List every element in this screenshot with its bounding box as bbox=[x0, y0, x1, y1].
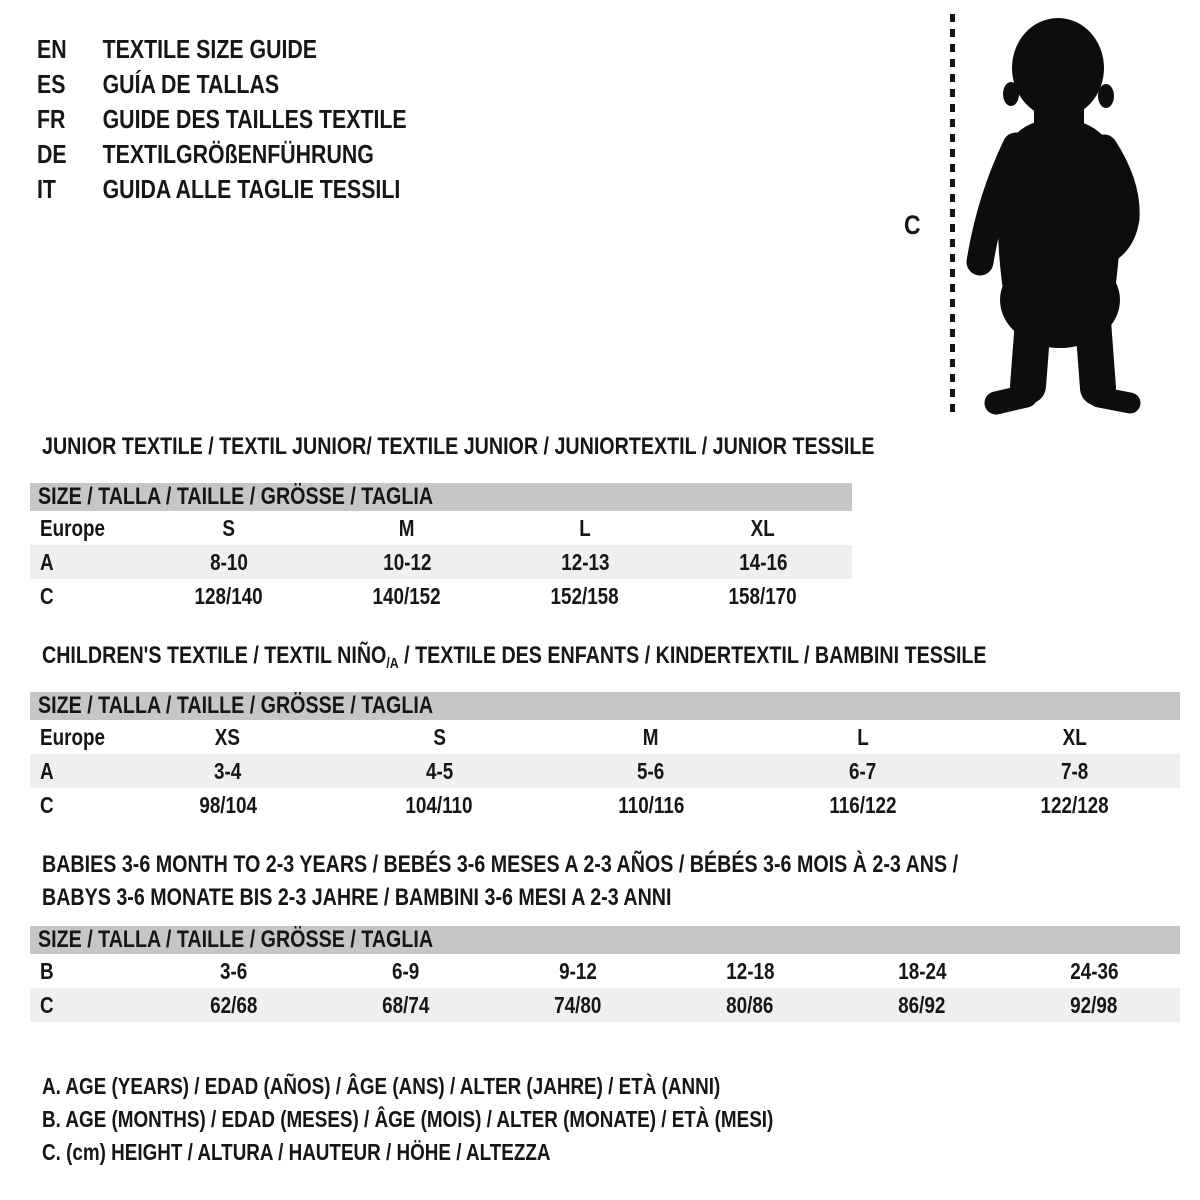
table-row bbox=[30, 579, 852, 613]
table-cell: 110/116 bbox=[617, 791, 685, 818]
language-code: DE bbox=[37, 139, 67, 169]
table-row bbox=[30, 988, 1180, 1022]
babies-section-title-line2: BABYS 3-6 MONATE BIS 2-3 JAHRE / BAMBINI 3-6 MESI A 2-3 ANNI bbox=[42, 884, 672, 911]
junior-section-title: JUNIOR TEXTILE / TEXTIL JUNIOR/ TEXTILE JUNIOR / JUNIORTEXTIL / JUNIOR TESSILE bbox=[42, 433, 875, 460]
table-cell: 7-8 bbox=[1060, 757, 1088, 784]
children-size-table bbox=[30, 692, 1180, 822]
language-title: GUIDE DES TAILLES TEXTILE bbox=[102, 104, 407, 134]
babies-size-table bbox=[30, 926, 1180, 1022]
language-row bbox=[37, 69, 279, 99]
table-header-bar bbox=[30, 692, 1180, 720]
table-cell: L bbox=[579, 514, 591, 541]
table-cell: 9-12 bbox=[559, 957, 597, 984]
row-label: A bbox=[40, 548, 54, 575]
table-cell: 98/104 bbox=[198, 791, 257, 818]
table-cell: 4-5 bbox=[425, 757, 454, 784]
table-cell: 62/68 bbox=[210, 991, 258, 1018]
table-cell: S bbox=[222, 514, 236, 541]
table-cell: 122/128 bbox=[1040, 791, 1109, 818]
language-title: TEXTILGRÖßENFÜHRUNG bbox=[102, 139, 374, 169]
table-cell: 8-10 bbox=[210, 548, 248, 575]
table-row bbox=[30, 545, 852, 579]
table-cell: 12-18 bbox=[725, 957, 775, 984]
legend-line-a: A. AGE (YEARS) / EDAD (AÑOS) / ÂGE (ANS) / ALTER (JAHRE) / ETÀ (ANNI) bbox=[42, 1073, 721, 1099]
table-row bbox=[30, 754, 1180, 788]
table-cell: 24-36 bbox=[1069, 957, 1119, 984]
table-cell: 158/170 bbox=[728, 582, 798, 609]
children-title-prefix: CHILDREN'S TEXTILE / TEXTIL NIÑO bbox=[42, 642, 387, 669]
table-cell: 3-6 bbox=[220, 957, 248, 984]
babies-section-title-line1: BABIES 3-6 MONTH TO 2-3 YEARS / BEBÉS 3-6 MESES A 2-3 AÑOS / BÉBÉS 3-6 MOIS À 2-3 ANS / bbox=[42, 851, 959, 878]
table-row bbox=[30, 788, 1180, 822]
junior-size-table bbox=[30, 483, 852, 613]
legend-line-b: B. AGE (MONTHS) / EDAD (MESES) / ÂGE (MOIS) / ALTER (MONATE) / ETÀ (MESI) bbox=[42, 1106, 774, 1132]
height-measure-label: C bbox=[904, 210, 921, 240]
language-code: FR bbox=[37, 104, 66, 134]
table-cell: L bbox=[856, 723, 869, 750]
toddler-silhouette-icon bbox=[956, 10, 1168, 420]
table-cell: 68/74 bbox=[382, 991, 430, 1018]
table-cell: 74/80 bbox=[554, 991, 602, 1018]
language-title: GUÍA DE TALLAS bbox=[102, 69, 280, 99]
table-cell: 3-4 bbox=[214, 757, 242, 784]
size-header-label: SIZE / TALLA / TAILLE / GRÖSSE / TAGLIA bbox=[38, 926, 434, 953]
children-title-suffix: / TEXTILE DES ENFANTS / KINDERTEXTIL / BAMBINI TESSILE bbox=[398, 642, 987, 669]
table-cell: 12-13 bbox=[560, 548, 610, 575]
table-cell: S bbox=[433, 723, 446, 750]
table-cell: 92/98 bbox=[1070, 991, 1118, 1018]
table-cell: 80/86 bbox=[726, 991, 774, 1018]
table-cell: XL bbox=[750, 514, 776, 541]
language-title: TEXTILE SIZE GUIDE bbox=[102, 34, 318, 64]
table-cell: 116/122 bbox=[829, 791, 897, 818]
table-cell: 128/140 bbox=[194, 582, 264, 609]
row-label: Europe bbox=[40, 514, 105, 541]
table-cell: 6-7 bbox=[848, 757, 877, 784]
table-row bbox=[30, 720, 1180, 754]
row-label: Europe bbox=[40, 723, 105, 750]
table-cell: 152/158 bbox=[550, 582, 620, 609]
language-code: EN bbox=[37, 34, 67, 64]
size-header-label: SIZE / TALLA / TAILLE / GRÖSSE / TAGLIA bbox=[38, 692, 434, 719]
size-header-label: SIZE / TALLA / TAILLE / GRÖSSE / TAGLIA bbox=[38, 483, 434, 510]
table-cell: 140/152 bbox=[372, 582, 442, 609]
children-section-title bbox=[42, 643, 987, 672]
row-label: C bbox=[40, 991, 54, 1018]
table-header-bar bbox=[30, 483, 852, 511]
row-label: A bbox=[40, 757, 54, 784]
table-cell: M bbox=[643, 723, 659, 750]
legend-line-c: C. (cm) HEIGHT / ALTURA / HAUTEUR / HÖHE / ALTEZZA bbox=[42, 1139, 551, 1165]
children-title-subscript: /A bbox=[386, 655, 399, 672]
height-measure-line bbox=[950, 14, 955, 416]
table-cell: 18-24 bbox=[897, 957, 947, 984]
table-row bbox=[30, 954, 1180, 988]
table-cell: XS bbox=[215, 723, 241, 750]
language-row bbox=[37, 174, 400, 204]
language-code: IT bbox=[37, 174, 56, 204]
row-label: C bbox=[40, 582, 54, 609]
table-header-bar bbox=[30, 926, 1180, 954]
table-cell: 10-12 bbox=[382, 548, 432, 575]
table-cell: 104/110 bbox=[405, 791, 473, 818]
row-label: C bbox=[40, 791, 54, 818]
language-row bbox=[37, 139, 374, 169]
table-cell: 5-6 bbox=[637, 757, 665, 784]
language-title: GUIDA ALLE TAGLIE TESSILI bbox=[102, 174, 401, 204]
table-cell: XL bbox=[1062, 723, 1087, 750]
table-cell: 14-16 bbox=[738, 548, 788, 575]
language-code: ES bbox=[37, 69, 66, 99]
table-cell: 86/92 bbox=[898, 991, 946, 1018]
table-cell: 6-9 bbox=[392, 957, 420, 984]
row-label: B bbox=[40, 957, 54, 984]
language-row bbox=[37, 34, 317, 64]
table-row bbox=[30, 511, 852, 545]
language-row bbox=[37, 104, 407, 134]
table-cell: M bbox=[399, 514, 415, 541]
